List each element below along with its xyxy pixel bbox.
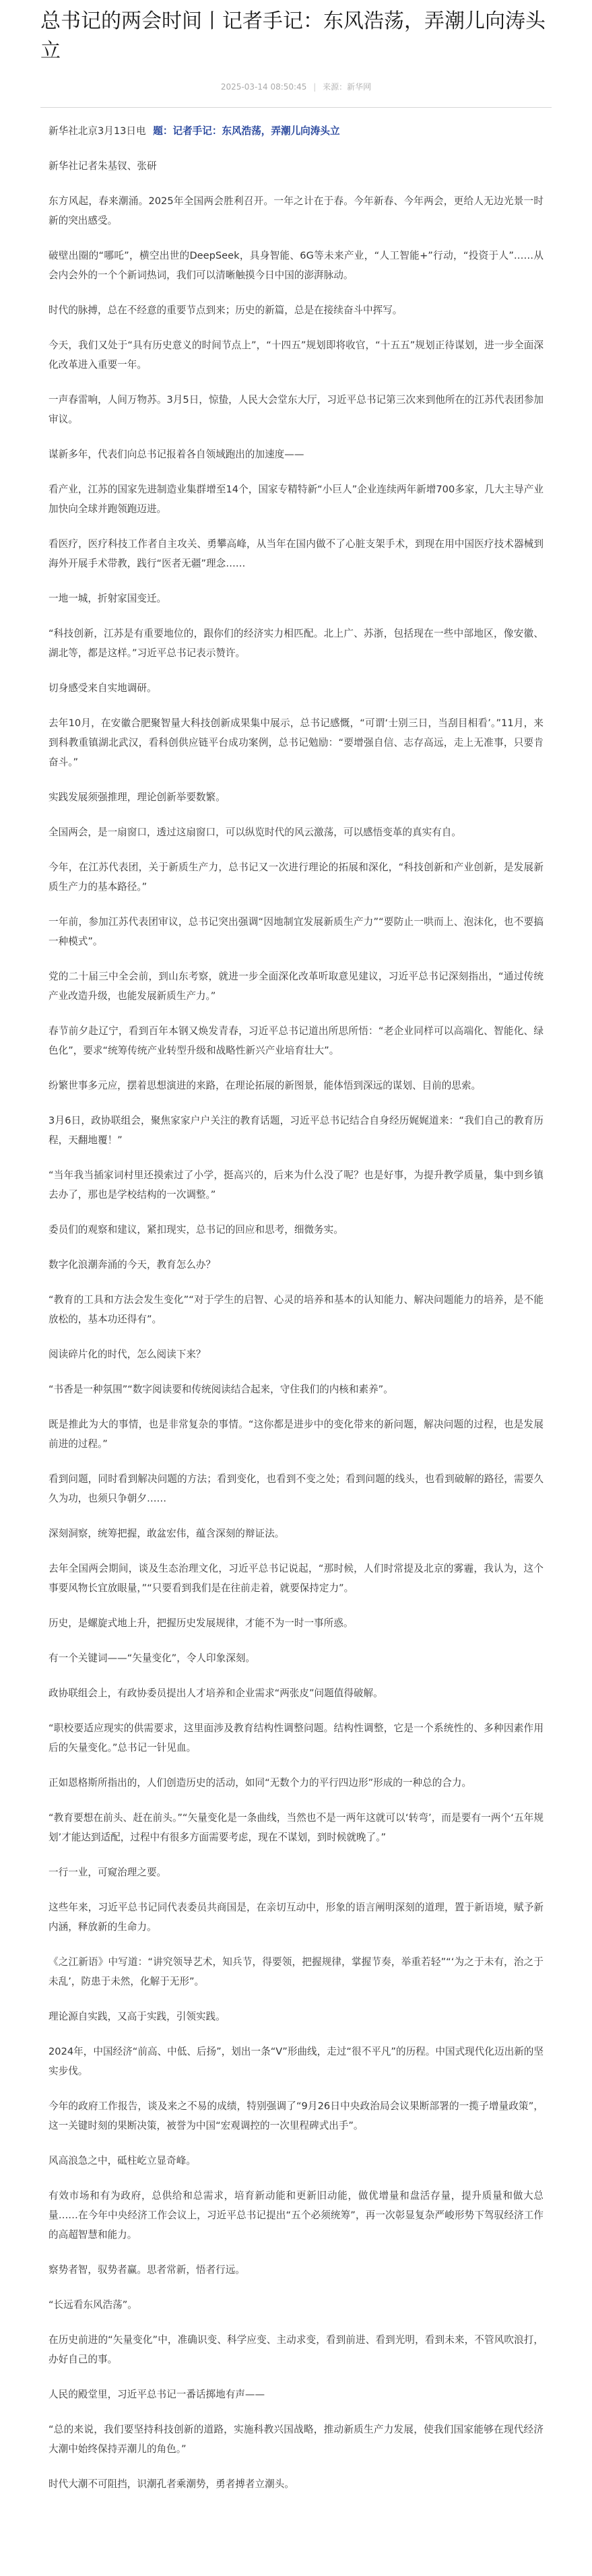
article-paragraph: 时代大潮不可阻挡，识潮孔者乘潮势，勇者搏者立潮头。 <box>48 2478 294 2490</box>
article-meta <box>40 81 552 92</box>
lead-dateline: 新华社北京3月13日电 <box>48 125 146 137</box>
article-paragraph: 阅读碎片化的时代，怎么阅读下来？ <box>48 1349 206 1360</box>
article-paragraph: “科技创新，江苏是有重要地位的，跟你们的经济实力相匹配。北上广、苏浙，包括现在一些中部地区，像安徽、湖北等，都是这样。”习近平总书记表示赞许。 <box>48 628 544 659</box>
article-paragraph: 时代的脉搏，总在不经意的重要节点到来；历史的新篇，总是在接续奋斗中挥写。 <box>48 304 403 316</box>
article-paragraph: 《之江新语》中写道：“讲究领导艺术，知兵节，得要领，把握规律，掌握节奏，举重若轻”“‘为之于未有，治之于未乱’，防患于未然，化解于无形”。 <box>48 1956 544 1987</box>
article-paragraph: 委员们的观察和建议，紧扣现实，总书记的回应和思考，细微务实。 <box>48 1224 343 1235</box>
article-paragraph: 纷繁世事多元应，摆着思想演进的来路，在理论拓展的新图景，能体悟到深远的谋划、目前的思索。 <box>48 1080 482 1091</box>
article-paragraph: 去年全国两会期间，谈及生态治理文化，习近平总书记说起，“那时候，人们时常提及北京的雾霾，我认为，这个事要风物长宜放眼量，”“只要看到我们是在往前走着，就要保持定力”。 <box>48 1563 544 1594</box>
article-paragraph: 看到问题，同时看到解决问题的方法；看到变化，也看到不变之处；看到问题的线头，也看到破解的路径，需要久久为功，也须只争朝夕…… <box>48 1473 544 1504</box>
article-paragraph: 3月6日，政协联组会，聚焦家家户户关注的教育话题，习近平总书记结合自身经历娓娓道来：“我们自己的教育历程，天翻地覆！” <box>48 1115 544 1146</box>
article-paragraph: 有一个关键词——“矢量变化”，令人印象深刻。 <box>48 1652 255 1664</box>
article-paragraph: 风高浪急之中，砥柱屹立显奇峰。 <box>48 2155 196 2166</box>
article-paragraph: 一行一业，可窥治理之要。 <box>48 1867 167 1878</box>
article-paragraph: 春节前夕赴辽宁，看到百年本钢又焕发青春，习近平总书记道出所思所悟：“老企业同样可以高端化、智能化、绿色化”，要求“统筹传统产业转型升级和战略性新兴产业培育壮大”。 <box>48 1025 544 1056</box>
article-paragraph: 人民的殿堂里，习近平总书记一番话掷地有声—— <box>48 2389 265 2400</box>
meta-separator: | <box>313 82 317 92</box>
article-paragraph: 东方风起，春来潮涌。2025年全国两会胜利召开。一年之计在于春。今年新春、今年两会，更给人无边光景一时新的突出感受。 <box>48 195 544 226</box>
article-paragraph: 实践发展须强推理，理论创新举要数繁。 <box>48 792 226 803</box>
article-paragraph: 去年10月，在安徽合肥聚智量大科技创新成果集中展示，总书记感慨，“可谓‘士别三日，当刮目相看’。”11月，来到科教重镇湖北武汉，看科创供应链平台成功案例，总书记勉励：“要增强自信、志存高远，走上无准事，只要肯奋斗。” <box>48 717 544 768</box>
article-paragraph: 今天，我们又处于“具有历史意义的时间节点上”，“十四五”规划即将收官，“十五五”规划正待谋划，进一步全面深化改革进入重要一年。 <box>48 340 544 371</box>
article-paragraph: “总的来说，我们要坚持科技创新的道路，实施科教兴国战略，推动新质生产力发展，使我们国家能够在现代经济大潮中始终保持弄潮儿的角色。” <box>48 2424 544 2455</box>
article-paragraph: 政协联组会上，有政协委员提出人才培养和企业需求“两张皮”问题值得破解。 <box>48 1687 383 1699</box>
article-paragraph: 一年前，参加江苏代表团审议，总书记突出强调“因地制宜发展新质生产力”“要防止一哄而上、泡沫化，也不要搞一种模式”。 <box>48 916 544 947</box>
article-paragraph: “教育的工具和方法会发生变化”“对于学生的启智、心灵的培养和基本的认知能力、解决问题能力的培养，是不能放松的，基本功还得有”。 <box>48 1294 544 1325</box>
article-paragraph: 谋新多年，代表们向总书记报着各自领域跑出的加速度—— <box>48 449 304 460</box>
article-paragraph: 既是推此为大的事情，也是非常复杂的事情。“这你都是进步中的变化带来的新问题，解决问题的过程，也是发展前进的过程。” <box>48 1419 544 1450</box>
article-paragraph: 党的二十届三中全会前，到山东考察，就进一步全面深化改革听取意见建议，习近平总书记深刻指出，“通过传统产业改造升级，也能发展新质生产力。” <box>48 971 544 1002</box>
article-paragraph: 破壁出圈的“哪吒”，横空出世的DeepSeek，具身智能、6G等未来产业，“人工智能+”行动，“投资于人”……从会内会外的一个个新词热词，我们可以清晰触摸今日中国的澎湃脉动。 <box>48 250 544 281</box>
article-paragraph: 2024年，中国经济“前高、中低、后扬”，划出一条“V”形曲线，走过“很不平凡”的历程。中国式现代化迈出新的坚实步伐。 <box>48 2046 544 2077</box>
article-paragraph: “书香是一种氛围”“数字阅读要和传统阅读结合起来，守住我们的内核和素养”。 <box>48 1384 393 1395</box>
article-paragraph: 有效市场和有为政府，总供给和总需求，培育新动能和更新旧动能，做优增量和盘活存量，提升质量和做大总量……在今年中央经济工作会议上，习近平总书记提出“五个必须统筹”，再一次彰显复杂严峻形势下驾驭经济工作的高超智慧和能力。 <box>48 2190 544 2241</box>
article-paragraph: 数字化浪潮奔涌的今天，教育怎么办？ <box>48 1259 216 1270</box>
article-source: 来源：新华网 <box>323 82 372 92</box>
article-paragraph: 今年的政府工作报告，谈及来之不易的成绩，特别强调了“9月26日中央政治局会议果断部署的一揽子增量政策”，这一关键时刻的果断决策，被誉为中国“宏观调控的一次里程碑式出手”。 <box>48 2100 544 2131</box>
lead-paragraph <box>48 121 544 141</box>
article-paragraph: 理论源自实践，又高于实践，引领实践。 <box>48 2011 226 2022</box>
publish-date: 2025-03-14 08:50:45 <box>220 82 307 92</box>
article-paragraph: 这些年来，习近平总书记同代表委员共商国是，在亲切互动中，形象的语言阐明深刻的道理，置于新语境，赋予新内涵，释放新的生命力。 <box>48 1902 544 1933</box>
article-paragraph: 看产业，江苏的国家先进制造业集群增至14个，国家专精特新“小巨人”企业连续两年新增700多家，几大主导产业加快向全球并跑领跑迈进。 <box>48 484 544 515</box>
article-title: 总书记的两会时间丨记者手记：东风浩荡，弄潮儿向涛头立 <box>40 9 546 63</box>
lead-title: 题：记者手记：东风浩荡，弄潮儿向涛头立 <box>153 125 340 137</box>
article-paragraph: 新华社记者朱基钗、张研 <box>48 160 157 172</box>
article-paragraph: 看医疗，医疗科技工作者自主攻关、勇攀高峰，从当年在国内做不了心脏支架手术，到现在用中国医疗技术器械到海外开展手术带教，践行“医者无疆”理念…… <box>48 538 544 569</box>
article-paragraph: 一地一城，折射家国变迁。 <box>48 593 167 604</box>
article-paragraph: “长远看东风浩荡”。 <box>48 2299 137 2311</box>
article-paragraph: 察势者智，驭势者赢。思者常新，悟者行远。 <box>48 2264 245 2276</box>
article-paragraph: “教育要想在前头、赶在前头。”“矢量变化是一条曲线，当然也不是一两年这就可以‘转弯’，而是要有一两个‘五年规划’才能达到适配，过程中有很多方面需要考虑，现在不谋划，到时候就晚了。” <box>48 1812 544 1843</box>
article-paragraph: 历史，是螺旋式地上升，把握历史发展规律，才能不为一时一事所惑。 <box>48 1617 354 1629</box>
article-paragraph: “当年我当插家词村里还摸索过了小学，挺高兴的，后来为什么没了呢？也是好事，为提升教学质量，集中到乡镇去办了，那也是学校结构的一次调整。” <box>48 1169 544 1200</box>
article-paragraph: 一声春雷响，人间万物苏。3月5日，惊蛰，人民大会堂东大厅，习近平总书记第三次来到他所在的江苏代表团参加审议。 <box>48 394 544 425</box>
article-paragraph: 切身感受来自实地调研。 <box>48 682 157 694</box>
article-body <box>0 108 592 2494</box>
article-paragraph: 全国两会，是一扇窗口，透过这扇窗口，可以纵览时代的风云激荡，可以感悟变革的真实有自。 <box>48 827 461 838</box>
article-paragraph: 在历史前进的“矢量变化”中，准确识变、科学应变、主动求变，看到前进、看到光明，看到未来，不管风吹浪打，办好自己的事。 <box>48 2334 544 2365</box>
article-paragraph: “职校要适应现实的供需要求，这里面涉及教育结构性调整问题。结构性调整，它是一个系统性的、多种因素作用后的矢量变化。”总书记一针见血。 <box>48 1722 544 1753</box>
article-paragraph: 正如恩格斯所指出的，人们创造历史的活动，如同“无数个力的平行四边形”形成的一种总的合力。 <box>48 1777 472 1789</box>
article-paragraph: 深刻洞察，统筹把握，敢盆宏伟，蕴含深刻的辩证法。 <box>48 1528 285 1539</box>
article-paragraph: 今年，在江苏代表团，关于新质生产力，总书记又一次进行理论的拓展和深化，“科技创新和产业创新，是发展新质生产力的基本路径。” <box>48 862 544 893</box>
article-header <box>0 0 592 92</box>
